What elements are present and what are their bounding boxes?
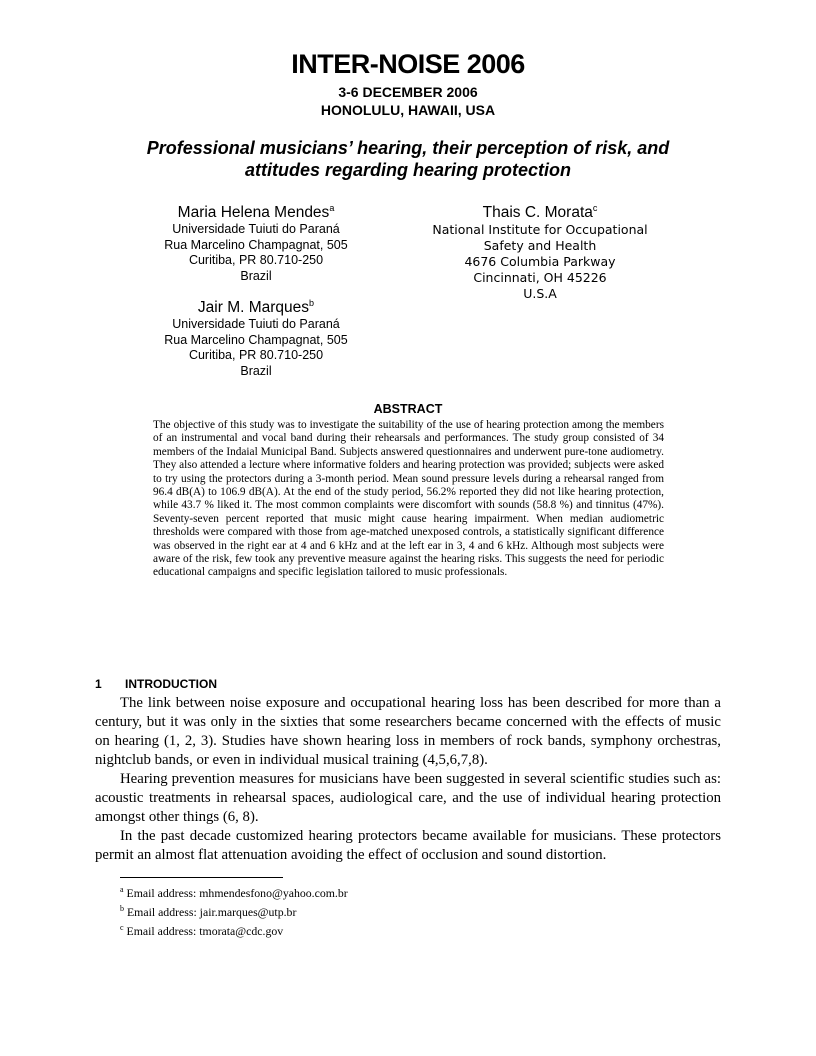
author-block-marques — [136, 294, 376, 379]
author-block-morata — [410, 199, 670, 302]
author-affiliation-line: Safety and Health — [483, 238, 597, 254]
author-name: Thais C. Morata$^c$ — [482, 203, 598, 222]
author-affiliation-line: Brazil — [240, 268, 272, 283]
paper-title — [120, 137, 696, 181]
footnote: $^b$ Email address: jair.marques@utp.br — [120, 903, 297, 919]
section-title: INTRODUCTION — [125, 677, 217, 691]
author-name: Jair M. Marques$^b$ — [197, 298, 315, 317]
paragraph: In the past decade customized hearing protectors became available for musicians. These protectors permit an almost flat attenuation avoiding the effect of occlusion and sound distortion. — [95, 828, 721, 863]
author-affiliation-line: Universidade Tuiuti do Paraná — [172, 317, 340, 332]
abstract-text: The objective of this study was to investigate the suitability of the use of hearing protection among the members of an instrumental and vocal band during their rehearsals and performances. The study group consisted of 34 members of the Indaial Municipal Band. Subjects answered questionnaires and underwent pure-tone audiometry. They also attended a lecture where informative folders and hearing protection was provided; subjects were asked to try using the protectors during a 3-month period. Mean sound pressure levels during a rehearsal ranged from 96.4 dB(A) to 106.9 dB(A). At the end of the study period, 56.2% reported they did not like hearing protection, while 43.7 % liked it. The most common complaints were discomfort with sounds (58.8 %) and tinnitus (47%). Seventy-seven percent reported that music might cause hearing impairment. When median audiometric thresholds were compared with those from age-matched unexposed controls, a statistically significant difference was observed in the right ear at 4 and 6 kHz and at the left ear in 3, 4 and 6 kHz. Although most subjects were aware of the risk, few took any preventive measure against the hearing risks. This suggests the need for periodic educational campaigns and specific legislation tailored to music professionals. — [153, 419, 664, 579]
conference-dates: 3-6 DECEMBER 2006 — [338, 84, 478, 100]
author-affiliation-line: Rua Marcelino Champagnat, 505 — [164, 237, 348, 252]
footnote-divider — [120, 877, 283, 878]
author-mark: b — [309, 298, 315, 308]
paper-title-line-1: Professional musicians’ hearing, their perception of risk, and — [146, 138, 670, 158]
author-affiliation-line: Curitiba, PR 80.710-250 — [188, 348, 324, 363]
author-affiliation-line: National Institute for Occupational — [432, 222, 648, 238]
author-affiliation-line: Rua Marcelino Champagnat, 505 — [164, 332, 348, 347]
author-name: Maria Helena Mendes$^a$ — [177, 203, 335, 222]
section-heading — [95, 677, 217, 691]
author-mark: a — [329, 203, 335, 213]
section-number: 1 — [95, 677, 102, 691]
footnote: $^c$ Email address: tmorata@cdc.gov — [120, 922, 284, 938]
conference-location: HONOLULU, HAWAII, USA — [320, 102, 496, 118]
author-affiliation-line: U.S.A — [523, 286, 557, 302]
author-affiliation-line: 4676 Columbia Parkway — [464, 254, 616, 270]
introduction-body — [95, 694, 721, 865]
author-mark: c — [592, 203, 598, 213]
footnotes — [120, 882, 348, 939]
author-block-mendes — [136, 199, 376, 284]
paragraph: Hearing prevention measures for musicians have been suggested in several scientific studies such as: acoustic treatments in rehearsal spaces, audiological care, and the use of individual hearing protection amongst other things (6, 8). — [95, 771, 721, 825]
author-affiliation-line: Cincinnati, OH 45226 — [473, 270, 607, 286]
footnote: $^a$ Email address: mhmendesfono@yahoo.com.br — [120, 885, 348, 900]
conference-title: INTER-NOISE 2006 — [291, 49, 525, 79]
author-affiliation-line: Universidade Tuiuti do Paraná — [172, 222, 340, 237]
author-affiliation-line: Brazil — [240, 363, 272, 378]
abstract-heading: ABSTRACT — [373, 402, 443, 416]
paper-title-line-2: attitudes regarding hearing protection — [244, 160, 572, 180]
paragraph: The link between noise exposure and occupational hearing loss has been described for more than a century, but it was only in the sixties that some researchers became concerned with the effects of music on hearing (1, 2, 3). Studies have shown hearing loss in members of rock bands, symphony orchestras, nightclub bands, or even in individual musical training (4,5,6,7,8). — [95, 695, 721, 768]
author-affiliation-line: Curitiba, PR 80.710-250 — [188, 253, 324, 268]
